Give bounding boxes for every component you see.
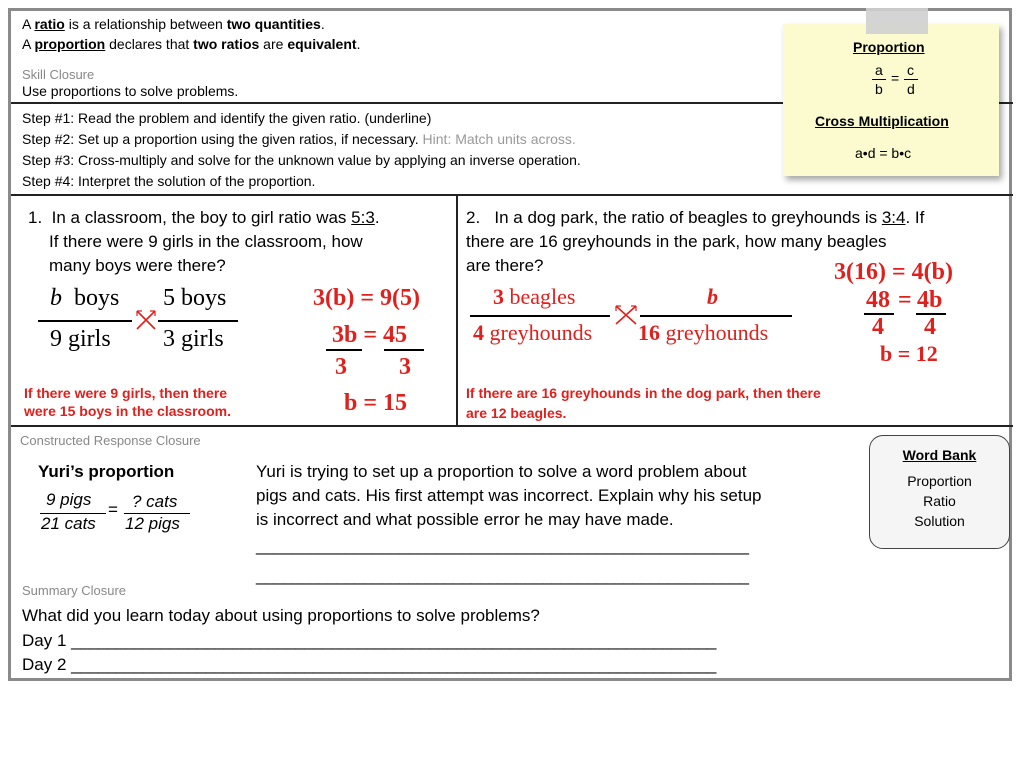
- value: 16: [638, 320, 660, 345]
- text: .: [320, 16, 325, 32]
- sticky-d: d: [907, 81, 915, 97]
- day-1-row: [22, 629, 716, 653]
- prompt-line-1: Yuri is trying to set up a proportion to solve a word problem about: [256, 462, 747, 481]
- value: 3: [493, 284, 504, 309]
- proportion-definition: [22, 34, 360, 55]
- divider: [11, 194, 1013, 196]
- unit: greyhounds: [665, 320, 769, 345]
- unit: boys: [74, 285, 120, 311]
- step-1: Step #1: Read the problem and identify the given ratio. (underline): [22, 110, 432, 126]
- text: A: [22, 36, 35, 52]
- summary-closure-label: Summary Closure: [22, 583, 127, 598]
- p2-answer-1: If there are 16 greyhounds in the dog park, then there: [466, 385, 821, 401]
- text: .: [356, 36, 361, 52]
- p2-work-3: b = 12: [880, 341, 938, 366]
- fraction-bar: [158, 320, 238, 322]
- p1-work-2: 3b = 45: [332, 322, 408, 348]
- term-equivalent: equivalent: [287, 36, 357, 52]
- p2-frac1-den: [473, 320, 592, 346]
- yuri-frac1-num: 9 pigs: [46, 490, 92, 509]
- p1-work-3: b = 15: [344, 390, 408, 416]
- cross-multiply-icon: [613, 303, 639, 327]
- p1-frac1-num: [50, 285, 119, 312]
- p1-frac2-num: 5 boys: [163, 285, 227, 311]
- answer-blank-2[interactable]: _______________________________________________________: [256, 566, 749, 585]
- text: . If: [905, 208, 925, 227]
- term-ratio: ratio: [34, 16, 65, 32]
- ratio-definition: [22, 14, 325, 35]
- step-2: [22, 129, 576, 150]
- word-bank: [869, 435, 1010, 549]
- p2-frac2-num: b: [707, 284, 718, 309]
- fraction-bar: [872, 79, 886, 80]
- day-2-row: [22, 653, 716, 677]
- yuri-frac1-den: 21 cats: [41, 514, 96, 533]
- problem-2-line-1: [466, 206, 924, 230]
- p2-work-2-left: 48: [866, 287, 890, 313]
- p2-answer-2: are 12 beagles.: [466, 405, 567, 421]
- sticky-proportion-title: Proportion: [853, 39, 925, 55]
- sticky-c: c: [907, 62, 914, 78]
- p2-frac1-num: [493, 284, 575, 310]
- problem-2-line-2: there are 16 greyhounds in the park, how many beagles: [466, 232, 887, 251]
- day-1-label: Day 1: [22, 631, 67, 650]
- problem-1-line-2: If there were 9 girls in the classroom, how: [49, 232, 363, 251]
- p2-work-2-den-right: 4: [924, 314, 936, 340]
- p2-work-2-den-left: 4: [872, 314, 884, 340]
- word-bank-title: Word Bank: [902, 447, 977, 463]
- unit: beagles: [509, 284, 576, 309]
- day-2-label: Day 2: [22, 655, 67, 674]
- p2-work-1: 3(16) = 4(b): [834, 259, 953, 285]
- text: are: [259, 36, 288, 52]
- divider: [11, 425, 1013, 427]
- p2-frac2-den: [638, 320, 768, 346]
- yuri-eq: =: [108, 500, 118, 519]
- p1-work-2-den-left: 3: [335, 354, 347, 380]
- text: is a relationship between: [64, 16, 227, 32]
- yuri-frac2-num: ? cats: [132, 492, 178, 511]
- problem-number: 1.: [28, 208, 43, 227]
- text: In a dog park, the ratio of beagles to greyhounds is: [494, 208, 882, 227]
- fraction-bar: [904, 79, 918, 80]
- skill-closure-label: Skill Closure: [22, 67, 95, 82]
- step-2-text: Step #2: Set up a proportion using the given ratios, if necessary.: [22, 131, 419, 147]
- step-3: Step #3: Cross-multiply and solve for the unknown value by applying an inverse operation.: [22, 152, 581, 168]
- fraction-bar: [38, 320, 132, 322]
- fraction-bar: [640, 315, 792, 317]
- problem-1-line-1: [28, 206, 380, 230]
- word-bank-word: Ratio: [923, 493, 956, 509]
- problem-2-line-3: are there?: [466, 256, 544, 275]
- prompt-line-2: pigs and cats. His first attempt was incorrect. Explain why his setup: [256, 486, 762, 505]
- unit: greyhounds: [489, 320, 593, 345]
- day-2-blank[interactable]: ________________________________________________________________________: [71, 655, 716, 674]
- day-1-blank[interactable]: ________________________________________________________________________: [71, 631, 716, 650]
- constructed-response-label: Constructed Response Closure: [20, 433, 201, 448]
- given-ratio: 3:4: [881, 208, 906, 227]
- fraction-bar: [384, 349, 424, 351]
- sticky-b: b: [875, 81, 883, 97]
- sticky-cross-formula: a•d = b•c: [855, 145, 912, 161]
- text: declares that: [105, 36, 194, 52]
- tape: [866, 8, 928, 34]
- cross-multiply-icon: [134, 308, 158, 332]
- yuri-title: Yuri’s proportion: [38, 462, 175, 481]
- term-two-ratios: two ratios: [193, 36, 260, 52]
- word-bank-word: Proportion: [907, 473, 972, 489]
- p2-work-2-eq: =: [898, 287, 912, 313]
- fraction-bar: [470, 315, 610, 317]
- answer-blank-1[interactable]: _______________________________________________________: [256, 536, 749, 555]
- term-two-quantities: two quantities: [226, 16, 321, 32]
- p1-work-2-den-right: 3: [399, 354, 411, 380]
- p1-answer-1: If there were 9 girls, then there: [24, 385, 228, 401]
- word-bank-word: Solution: [914, 513, 965, 529]
- text: .: [374, 208, 380, 227]
- fraction-bar: [326, 349, 362, 351]
- step-2-hint: Hint: Match units across.: [422, 131, 576, 147]
- sticky-cross-title: Cross Multiplication: [815, 113, 949, 129]
- column-divider: [456, 196, 458, 426]
- problem-1-line-3: many boys were there?: [49, 256, 226, 275]
- sticky-a: a: [875, 62, 883, 78]
- text: A: [22, 16, 35, 32]
- term-proportion: proportion: [34, 36, 106, 52]
- problem-number: 2.: [466, 208, 481, 227]
- value: 4: [473, 320, 484, 345]
- p1-answer-2: were 15 boys in the classroom.: [24, 403, 231, 419]
- p2-work-2-right: 4b: [917, 287, 943, 313]
- p1-work-1: 3(b) = 9(5): [313, 285, 420, 311]
- prompt-line-3: is incorrect and what possible error he may have made.: [256, 510, 674, 529]
- p1-frac2-den: 3 girls: [163, 326, 224, 352]
- objective: Use proportions to solve problems.: [22, 83, 239, 99]
- p1-frac1-den: 9 girls: [50, 326, 111, 352]
- sticky-eq: =: [891, 70, 900, 86]
- step-4: Step #4: Interpret the solution of the proportion.: [22, 173, 316, 189]
- text: In a classroom, the boy to girl ratio was: [51, 208, 352, 227]
- var: b: [50, 285, 62, 311]
- summary-question: What did you learn today about using proportions to solve problems?: [22, 606, 540, 625]
- given-ratio: 5:3: [351, 208, 375, 227]
- yuri-frac2-den: 12 pigs: [125, 514, 180, 533]
